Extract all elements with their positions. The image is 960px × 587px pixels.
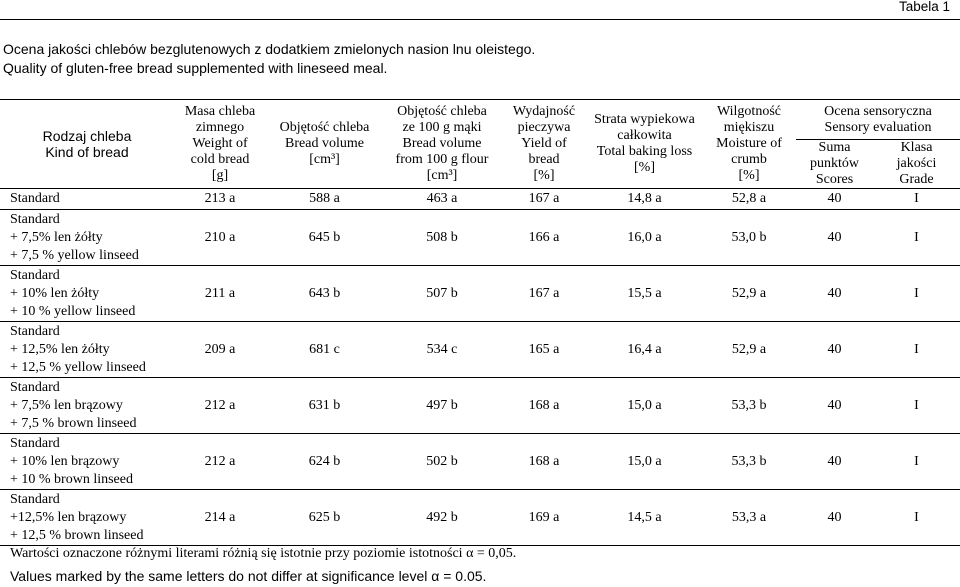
header-line: Klasa bbox=[900, 140, 933, 155]
cell-scores: 40 bbox=[796, 266, 873, 322]
bread-quality-table bbox=[0, 99, 960, 546]
header-baking-loss bbox=[587, 100, 702, 189]
cell-moisture: 52,8 a bbox=[702, 189, 796, 210]
header-volume bbox=[266, 100, 383, 189]
header-line: Bread volume bbox=[285, 136, 364, 151]
header-line: Masa chleba bbox=[184, 104, 256, 119]
header-weight bbox=[174, 100, 266, 189]
cell-volume: 631 b bbox=[266, 378, 383, 434]
header-line: Rodzaj chleba bbox=[42, 128, 132, 144]
header-volume-100g bbox=[383, 100, 501, 189]
cell-loss: 15,5 a bbox=[587, 266, 702, 322]
bread-kind-line: + 10 % yellow linseed bbox=[10, 303, 136, 319]
bread-kind-line: + 10% len żółty bbox=[10, 285, 100, 301]
header-line: punktów bbox=[810, 156, 859, 171]
cell-volume: 645 b bbox=[266, 210, 383, 266]
header-line: Ocena sensoryczna bbox=[824, 103, 932, 119]
cell-scores: 40 bbox=[796, 210, 873, 266]
cell-moisture: 53,3 a bbox=[702, 490, 796, 546]
header-yield bbox=[501, 100, 587, 189]
bread-kind-line: + 10 % brown linseed bbox=[10, 471, 133, 487]
cell-volume100: 497 b bbox=[383, 378, 501, 434]
header-line: ze 100 g mąki bbox=[402, 120, 482, 135]
cell-grade: I bbox=[873, 266, 960, 322]
bread-kind-cell bbox=[0, 322, 174, 378]
bread-kind-cell bbox=[0, 378, 174, 434]
bread-kind-cell bbox=[0, 490, 174, 546]
cell-scores: 40 bbox=[796, 490, 873, 546]
header-line: from 100 g flour bbox=[395, 152, 489, 167]
bread-kind-line: Standard bbox=[10, 211, 60, 227]
bread-kind-line: + 7,5 % yellow linseed bbox=[10, 247, 139, 263]
bread-kind-cell bbox=[0, 434, 174, 490]
header-line: crumb bbox=[731, 152, 767, 167]
table-row bbox=[0, 266, 960, 322]
header-moisture bbox=[702, 100, 796, 189]
cell-scores: 40 bbox=[796, 322, 873, 378]
cell-yield: 167 a bbox=[501, 189, 587, 210]
cell-volume100: 502 b bbox=[383, 434, 501, 490]
header-line: całkowita bbox=[617, 128, 672, 143]
cell-loss: 14,5 a bbox=[587, 490, 702, 546]
cell-loss: 15,0 a bbox=[587, 378, 702, 434]
bread-kind-line: Standard bbox=[10, 379, 60, 395]
note-en: Values marked by the same letters do not differ at significance level α = 0.05. bbox=[10, 568, 487, 584]
cell-yield: 169 a bbox=[501, 490, 587, 546]
bread-kind-cell bbox=[0, 210, 174, 266]
note-pl: Wartości oznaczone różnymi literami różnią się istotnie przy poziomie istotności α = 0,05. bbox=[10, 546, 517, 561]
page-label: Tabela 1 bbox=[898, 0, 950, 14]
bread-kind-line: Standard bbox=[10, 491, 60, 507]
header-line: bread bbox=[528, 152, 560, 167]
header-line: [cm³] bbox=[309, 152, 340, 167]
header-kind bbox=[0, 100, 174, 189]
bread-kind-line: + 12,5% len żółty bbox=[10, 341, 110, 357]
cell-volume100: 507 b bbox=[383, 266, 501, 322]
cell-volume: 643 b bbox=[266, 266, 383, 322]
table-row bbox=[0, 210, 960, 266]
cell-grade: I bbox=[873, 322, 960, 378]
cell-volume100: 534 c bbox=[383, 322, 501, 378]
bread-kind-line: + 7,5 % brown linseed bbox=[10, 415, 137, 431]
cell-yield: 167 a bbox=[501, 266, 587, 322]
cell-grade: I bbox=[873, 490, 960, 546]
table-row bbox=[0, 490, 960, 546]
cell-yield: 166 a bbox=[501, 210, 587, 266]
cell-weight: 212 a bbox=[174, 434, 266, 490]
bread-kind-line: + 7,5% len brązowy bbox=[10, 397, 123, 413]
cell-yield: 168 a bbox=[501, 434, 587, 490]
header-line: [%] bbox=[533, 168, 555, 183]
header-line: Kind of bread bbox=[45, 144, 129, 160]
cell-scores: 40 bbox=[796, 434, 873, 490]
bread-kind-line: +12,5% len brązowy bbox=[10, 509, 127, 525]
cell-volume: 588 a bbox=[266, 189, 383, 210]
header-line: pieczywa bbox=[517, 120, 571, 135]
cell-volume100: 508 b bbox=[383, 210, 501, 266]
header-line: Sensory evaluation bbox=[824, 119, 932, 135]
bread-kind-cell bbox=[0, 189, 174, 210]
header-line: Moisture of bbox=[716, 136, 782, 151]
header-line: jakości bbox=[896, 156, 937, 171]
header-line: Suma bbox=[818, 140, 851, 155]
cell-moisture: 52,9 a bbox=[702, 266, 796, 322]
cell-weight: 212 a bbox=[174, 378, 266, 434]
cell-grade: I bbox=[873, 378, 960, 434]
cell-weight: 213 a bbox=[174, 189, 266, 210]
bread-kind-line: + 10% len brązowy bbox=[10, 453, 120, 469]
bread-kind-line: + 12,5 % yellow linseed bbox=[10, 359, 146, 375]
header-line: Wilgotność bbox=[717, 104, 781, 119]
bread-kind-line: Standard bbox=[10, 191, 60, 206]
cell-moisture: 52,9 a bbox=[702, 322, 796, 378]
cell-loss: 16,4 a bbox=[587, 322, 702, 378]
cell-moisture: 53,0 b bbox=[702, 210, 796, 266]
cell-volume100: 463 a bbox=[383, 189, 501, 210]
header-grade bbox=[873, 140, 960, 189]
table-row bbox=[0, 189, 960, 210]
cell-loss: 15,0 a bbox=[587, 434, 702, 490]
header-sensory bbox=[796, 100, 960, 140]
table-row bbox=[0, 378, 960, 434]
cell-loss: 16,0 a bbox=[587, 210, 702, 266]
header-line: Grade bbox=[899, 172, 934, 187]
cell-grade: I bbox=[873, 434, 960, 490]
header-line: Total baking loss bbox=[596, 144, 693, 159]
header-line: miękiszu bbox=[723, 120, 775, 135]
bread-kind-cell bbox=[0, 266, 174, 322]
table-body bbox=[0, 189, 960, 546]
header-line: Strata wypiekowa bbox=[594, 112, 695, 127]
cell-scores: 40 bbox=[796, 189, 873, 210]
header-line: [g] bbox=[211, 168, 229, 183]
header-line: Weight of bbox=[192, 136, 248, 151]
cell-volume100: 492 b bbox=[383, 490, 501, 546]
header-line: zimnego bbox=[195, 120, 245, 135]
header-line: cold bread bbox=[190, 152, 250, 167]
bread-kind-line: Standard bbox=[10, 435, 60, 451]
header-line: Scores bbox=[815, 172, 854, 187]
cell-loss: 14,8 a bbox=[587, 189, 702, 210]
table-row bbox=[0, 434, 960, 490]
cell-volume: 624 b bbox=[266, 434, 383, 490]
cell-moisture: 53,3 b bbox=[702, 434, 796, 490]
header-line: [%] bbox=[634, 160, 655, 175]
top-rule bbox=[0, 19, 960, 20]
table-row bbox=[0, 322, 960, 378]
cell-weight: 211 a bbox=[174, 266, 266, 322]
cell-yield: 165 a bbox=[501, 322, 587, 378]
header-scores bbox=[796, 140, 873, 189]
cell-yield: 168 a bbox=[501, 378, 587, 434]
header-line: Objętość chleba bbox=[279, 120, 370, 135]
cell-volume: 625 b bbox=[266, 490, 383, 546]
header-line: Bread volume bbox=[402, 136, 482, 151]
cell-volume: 681 c bbox=[266, 322, 383, 378]
header-line: Yield of bbox=[521, 136, 567, 151]
cell-weight: 209 a bbox=[174, 322, 266, 378]
caption-en: Quality of gluten-free bread supplemented with lineseed meal. bbox=[3, 60, 388, 76]
bread-kind-line: Standard bbox=[10, 323, 60, 339]
bread-kind-line: + 12,5 % brown linseed bbox=[10, 527, 144, 543]
cell-grade: I bbox=[873, 189, 960, 210]
header-line: Wydajność bbox=[512, 104, 576, 119]
cell-scores: 40 bbox=[796, 378, 873, 434]
caption-pl: Ocena jakości chlebów bezglutenowych z dodatkiem zmielonych nasion lnu oleistego. bbox=[3, 41, 536, 57]
bread-kind-line: + 7,5% len żółty bbox=[10, 229, 103, 245]
cell-moisture: 53,3 b bbox=[702, 378, 796, 434]
cell-grade: I bbox=[873, 210, 960, 266]
header-line: Objętość chleba bbox=[397, 104, 487, 119]
bread-kind-line: Standard bbox=[10, 267, 60, 283]
cell-weight: 210 a bbox=[174, 210, 266, 266]
header-line: [cm³] bbox=[426, 168, 458, 183]
cell-weight: 214 a bbox=[174, 490, 266, 546]
header-line: [%] bbox=[738, 168, 760, 183]
